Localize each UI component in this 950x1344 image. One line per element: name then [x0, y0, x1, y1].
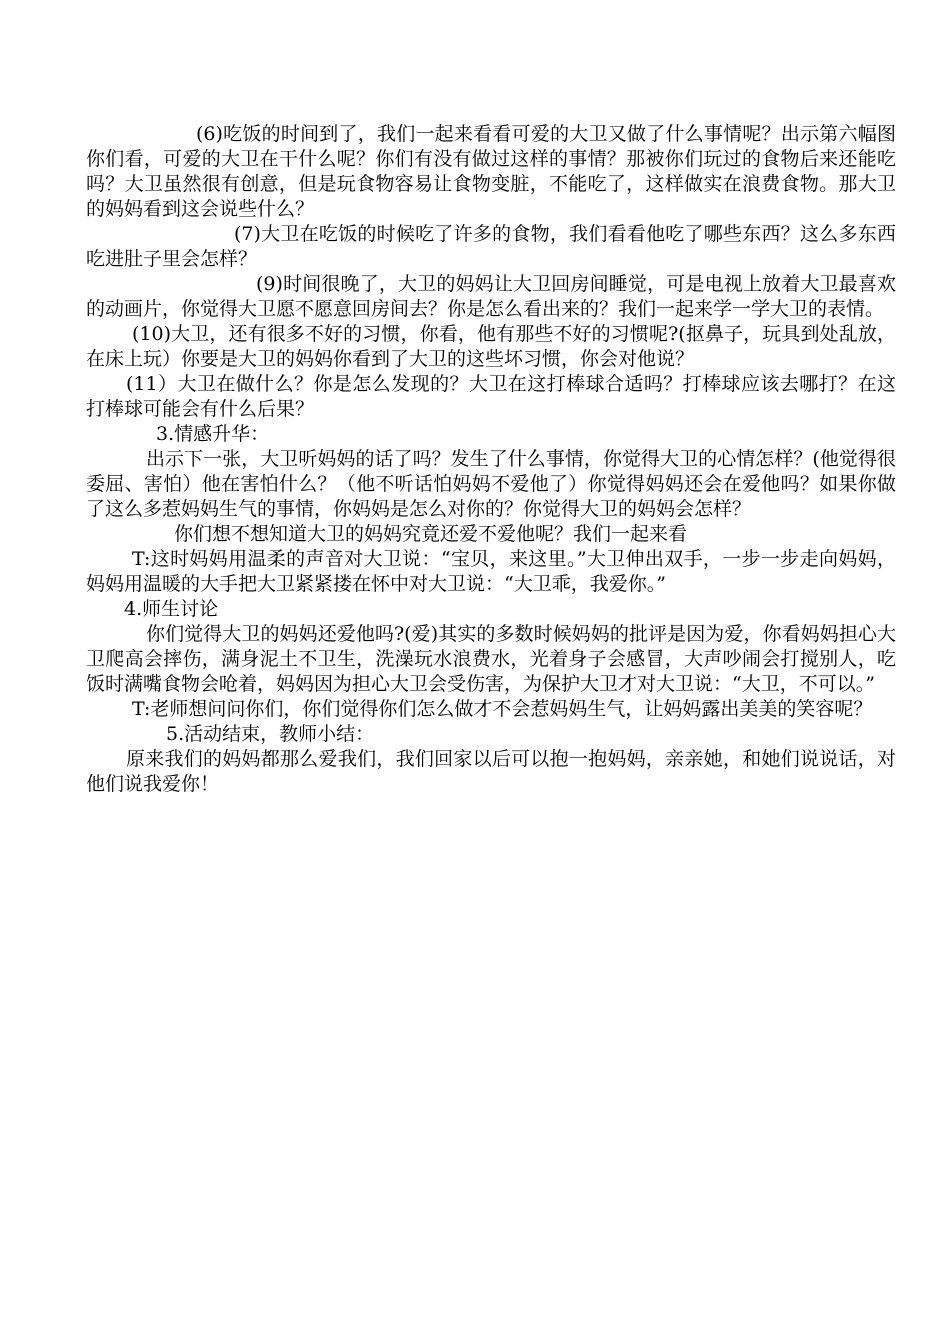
section-heading-3: 3.情感升华：	[156, 423, 270, 445]
paragraph-7: (7)大卫在吃饭的时候吃了许多的食物，我们看看他吃了哪些东西？这么多东西吃进肚子里会怎样？	[86, 223, 896, 270]
section-heading-4: 4.师生讨论	[124, 598, 219, 620]
paragraph-6: (6)吃饭的时间到了，我们一起来看看可爱的大卫又做了什么事情呢？出示第六幅图 你们看，可爱的大卫在干什么呢？你们有没有做过这样的事情？那被你们玩过的食物后来还能吃吗？大卫虽然很有创意，但是玩食物容易让食物变脏，不能吃了，这样做实在浪费食物。那大卫的妈妈看到这会说些什么？	[86, 123, 916, 220]
paragraph-teacher-question: T:老师想问问你们，你们觉得你们怎么做才不会惹妈妈生气，让妈妈露出美美的笑容呢？	[132, 698, 873, 720]
paragraph-summary: 原来我们的妈妈都那么爱我们，我们回家以后可以抱一抱妈妈，亲亲她，和她们说说话，对他们说我爱你！	[86, 748, 896, 795]
paragraph-emotion: 出示下一张，大卫听妈妈的话了吗？发生了什么事情，你觉得大卫的心情怎样？(他觉得很委屈、害怕）他在害怕什么？（他不听话怕妈妈不爱他了）你觉得妈妈还会在爱他吗？如果你做了这么多惹妈妈生气的事情，你妈妈是怎么对你的？你觉得大卫的妈妈会怎样？	[86, 448, 896, 520]
paragraph-question: 你们想不想知道大卫的妈妈究竟还爱不爱他呢？我们一起来看	[174, 523, 688, 545]
paragraph-discussion: 你们觉得大卫的妈妈还爱他吗?(爱)其实的多数时候妈妈的批评是因为爱，你看妈妈担心大卫爬高会摔伤，满身泥土不卫生，洗澡玩水浪费水，光着身子会感冒，大声吵闹会打搅别人，吃饭时满嘴食物会呛着，妈妈因为担心大卫会受伤害，为保护大卫才对大卫说：“大卫，不可以。”	[86, 623, 896, 695]
paragraph-9: (9)时间很晚了，大卫的妈妈让大卫回房间睡觉，可是电视上放着大卫最喜欢的动画片，你觉得大卫愿不愿意回房间去？你是怎么看出来的？我们一起来学一学大卫的表情。	[86, 273, 896, 320]
paragraph-10: (10)大卫，还有很多不好的习惯，你看，他有那些不好的习惯呢?(抠鼻子，玩具到处乱放，在床上玩）你要是大卫的妈妈你看到了大卫的这些坏习惯，你会对他说？	[86, 323, 896, 370]
section-heading-5: 5.活动结束，教师小结：	[166, 723, 375, 745]
paragraph-teacher-story: T:这时妈妈用温柔的声音对大卫说：“宝贝，来这里。”大卫伸出双手，一步一步走向妈妈，妈妈用温暖的大手把大卫紧紧搂在怀中对大卫说：“大卫乖，我爱你。”	[86, 548, 896, 595]
paragraph-11: (11）大卫在做什么？你是怎么发现的？大卫在这打棒球合适吗？打棒球应该去哪打？在这打棒球可能会有什么后果？	[86, 373, 896, 420]
document-body	[86, 122, 916, 797]
